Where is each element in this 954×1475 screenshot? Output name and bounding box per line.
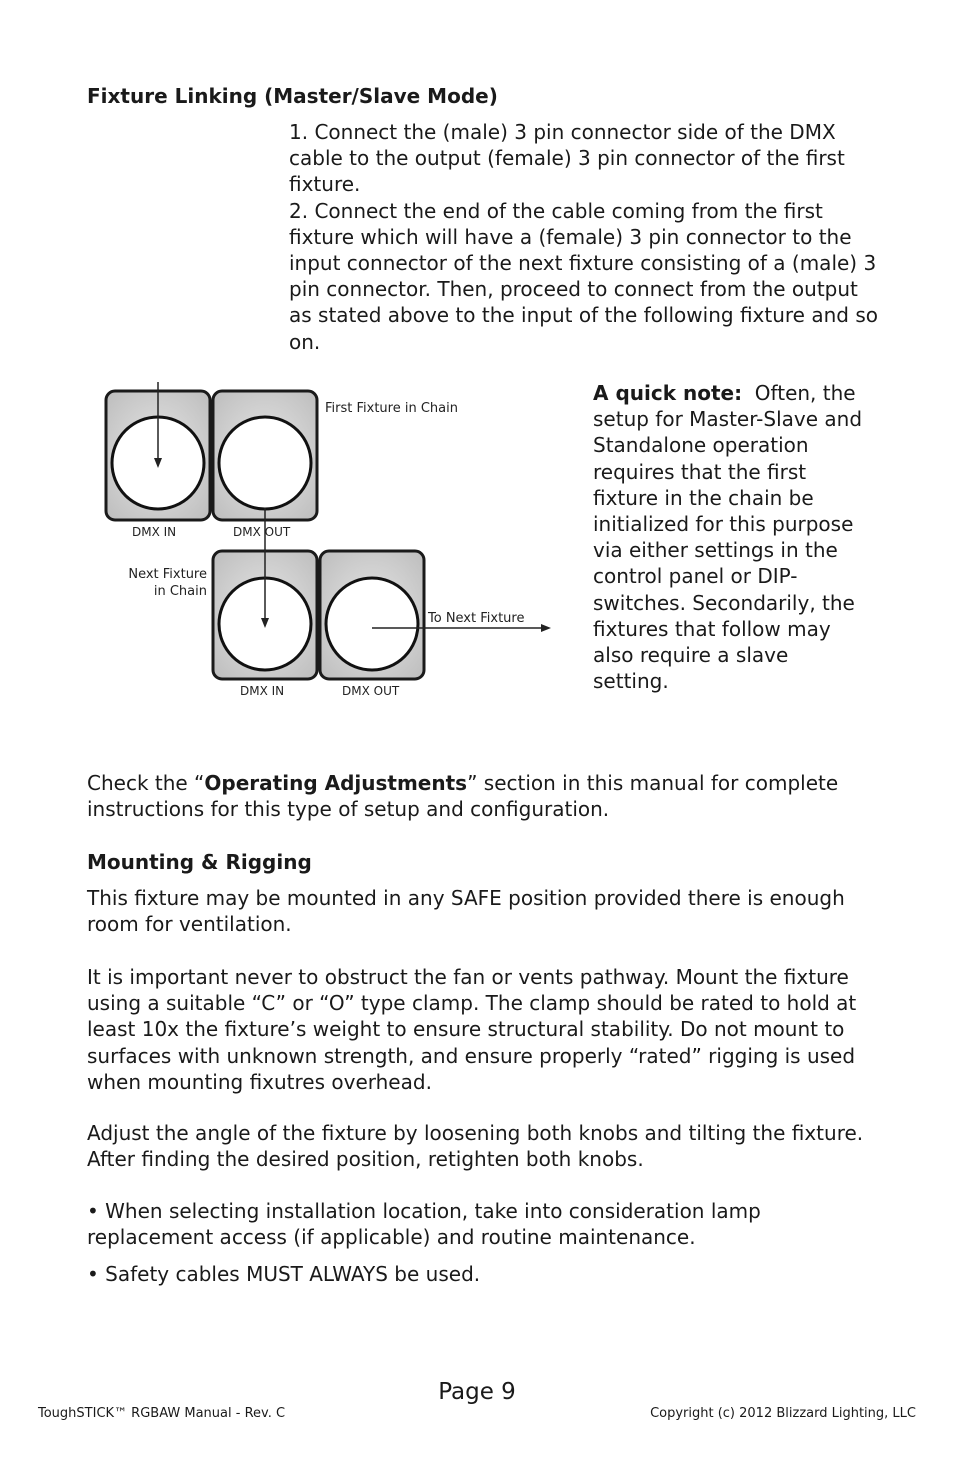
quick-note-text: Often, the setup for Master-Slave and Standalone operation requires that the first fixture in the chain be initialized for this purpose via either settings in the control panel or DIP-switches. Secondarily, the fixtures that follow may also require a slave setting. xyxy=(593,381,863,694)
dmx-in-label-2: DMX IN xyxy=(240,684,285,698)
first-fixture-dmx-out-connector xyxy=(213,391,317,520)
mounting-bullet-1: • When selecting installation location, take into consideration lamp replacement access (if applicable) and routine maintenance. xyxy=(87,1199,761,1250)
fixture-chain-diagram xyxy=(95,378,565,708)
next-fixture-dmx-out-connector xyxy=(320,551,424,679)
mounting-para-3: Adjust the angle of the fixture by loosening both knobs and tilting the fixture. After finding the desired position, retighten both knobs. xyxy=(87,1121,864,1172)
quick-note-label: A quick note: xyxy=(593,381,743,405)
dmx-out-label-1: DMX OUT xyxy=(233,525,291,539)
check-suffix: ” section in this manual for complete instructions for this type of setup and configuration. xyxy=(87,771,839,822)
mounting-para-1: This fixture may be mounted in any SAFE position provided there is enough room for ventilation. xyxy=(87,886,845,937)
footer-copyright: Copyright (c) 2012 Blizzard Lighting, LLC xyxy=(650,1406,916,1421)
next-fixture-label-line2: in Chain xyxy=(153,584,207,599)
check-adjustments-paragraph xyxy=(87,770,877,822)
check-prefix: Check the “ xyxy=(87,771,205,795)
linking-steps xyxy=(289,119,879,355)
mounting-para-2: It is important never to obstruct the fan or vents pathway. Mount the fixture using a suitable “C” or “O” type clamp. The clamp should be rated to hold at least 10x the fixture’s weight to ensure structural stability. Do not mount to surfaces with unknown strength, and ensure properly “rated” rigging is used when mounting fixutres overhead. xyxy=(87,965,857,1094)
dmx-out-label-2: DMX OUT xyxy=(342,684,400,698)
section-heading-fixture-linking: Fixture Linking (Master/Slave Mode) xyxy=(87,84,498,108)
dmx-in-label-1: DMX IN xyxy=(132,525,177,539)
page-number: Page 9 xyxy=(438,1379,516,1405)
footer-manual-title: ToughSTICK™ RGBAW Manual - Rev. C xyxy=(38,1406,286,1421)
next-fixture-label-line1: Next Fixture xyxy=(128,567,207,582)
linking-step-2: 2. Connect the end of the cable coming from the first fixture which will have a (female) 3 pin connector to the input connector of the next fixture consisting of a (male) 3 pin connector. Then, proceed to connect from the output as stated above to the input of the following fixture and so on. xyxy=(289,198,878,354)
section-heading-mounting: Mounting & Rigging xyxy=(87,850,312,874)
first-fixture-label: First Fixture in Chain xyxy=(325,401,458,416)
quick-note xyxy=(593,380,868,694)
linking-step-1: 1. Connect the (male) 3 pin connector side of the DMX cable to the output (female) 3 pin connector of the first fixture. xyxy=(289,120,845,197)
to-next-fixture-label: To Next Fixture xyxy=(428,611,525,626)
mounting-bullet-2: • Safety cables MUST ALWAYS be used. xyxy=(87,1262,481,1286)
operating-adjustments-reference: Operating Adjustments xyxy=(204,771,468,795)
